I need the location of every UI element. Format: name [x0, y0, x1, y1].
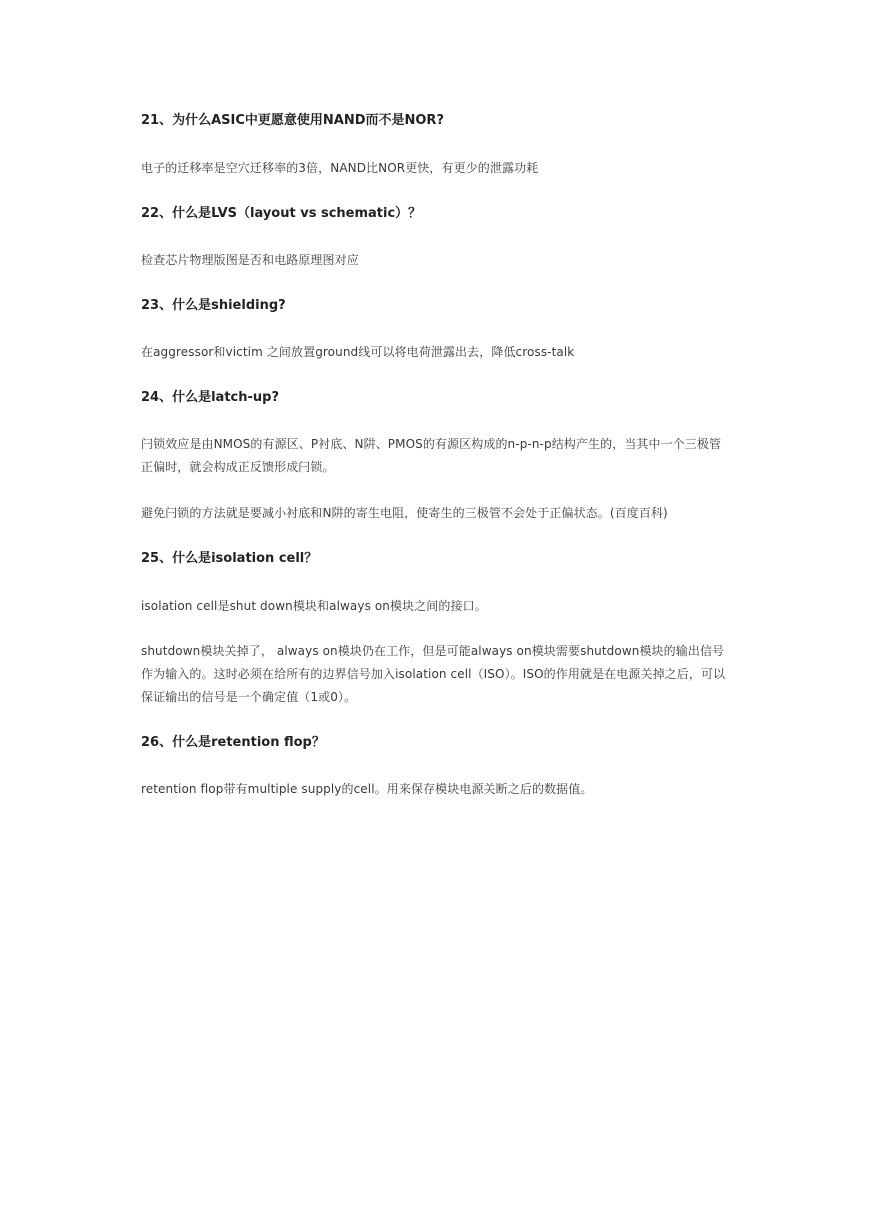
question-22-heading: 22、什么是LVS（layout vs schematic）？: [141, 206, 422, 221]
answer-23-text: 在aggressor和victim 之间放置ground线可以将电荷泄露出去，降低cross-talk: [141, 345, 575, 359]
answer-25-text-2: shutdown模块关掉了， always on模块仍在工作，但是可能always on模块需要shutdown模块的输出信号作为输入的。这时必须在给所有的边界信号加入isolation cell（ISO）。ISO的作用就是在电源关掉之后，可以保证输出的信号是一个确定值（1或0）。: [141, 644, 726, 704]
question-21-heading: 21、为什么ASIC中更愿意使用NAND而不是NOR?: [141, 113, 444, 128]
answer-22-text: 检查芯片物理版图是否和电路原理图对应: [141, 253, 359, 267]
answer-24-text-1: 闩锁效应是由NMOS的有源区、P衬底、N阱、PMOS的有源区构成的n-p-n-p结构产生的，当其中一个三极管正偏时，就会构成正反馈形成闩锁。: [141, 437, 722, 474]
answer-21-text: 电子的迁移率是空穴迁移率的3倍，NAND比NOR更快，有更少的泄露功耗: [141, 161, 539, 175]
question-26-heading: 26、什么是retention flop？: [141, 735, 325, 750]
question-24-heading: 24、什么是latch-up?: [141, 390, 279, 405]
question-25-heading: 25、什么是isolation cell？: [141, 551, 318, 566]
answer-24-text-2: 避免闩锁的方法就是要减小衬底和N阱的寄生电阻，使寄生的三极管不会处于正偏状态。(百度百科): [141, 506, 668, 520]
answer-25-text-1: isolation cell是shut down模块和always on模块之间的接口。: [141, 599, 487, 613]
question-23-heading: 23、什么是shielding?: [141, 298, 286, 313]
answer-26-text: retention flop带有multiple supply的cell。用来保存模块电源关断之后的数据值。: [141, 782, 593, 796]
